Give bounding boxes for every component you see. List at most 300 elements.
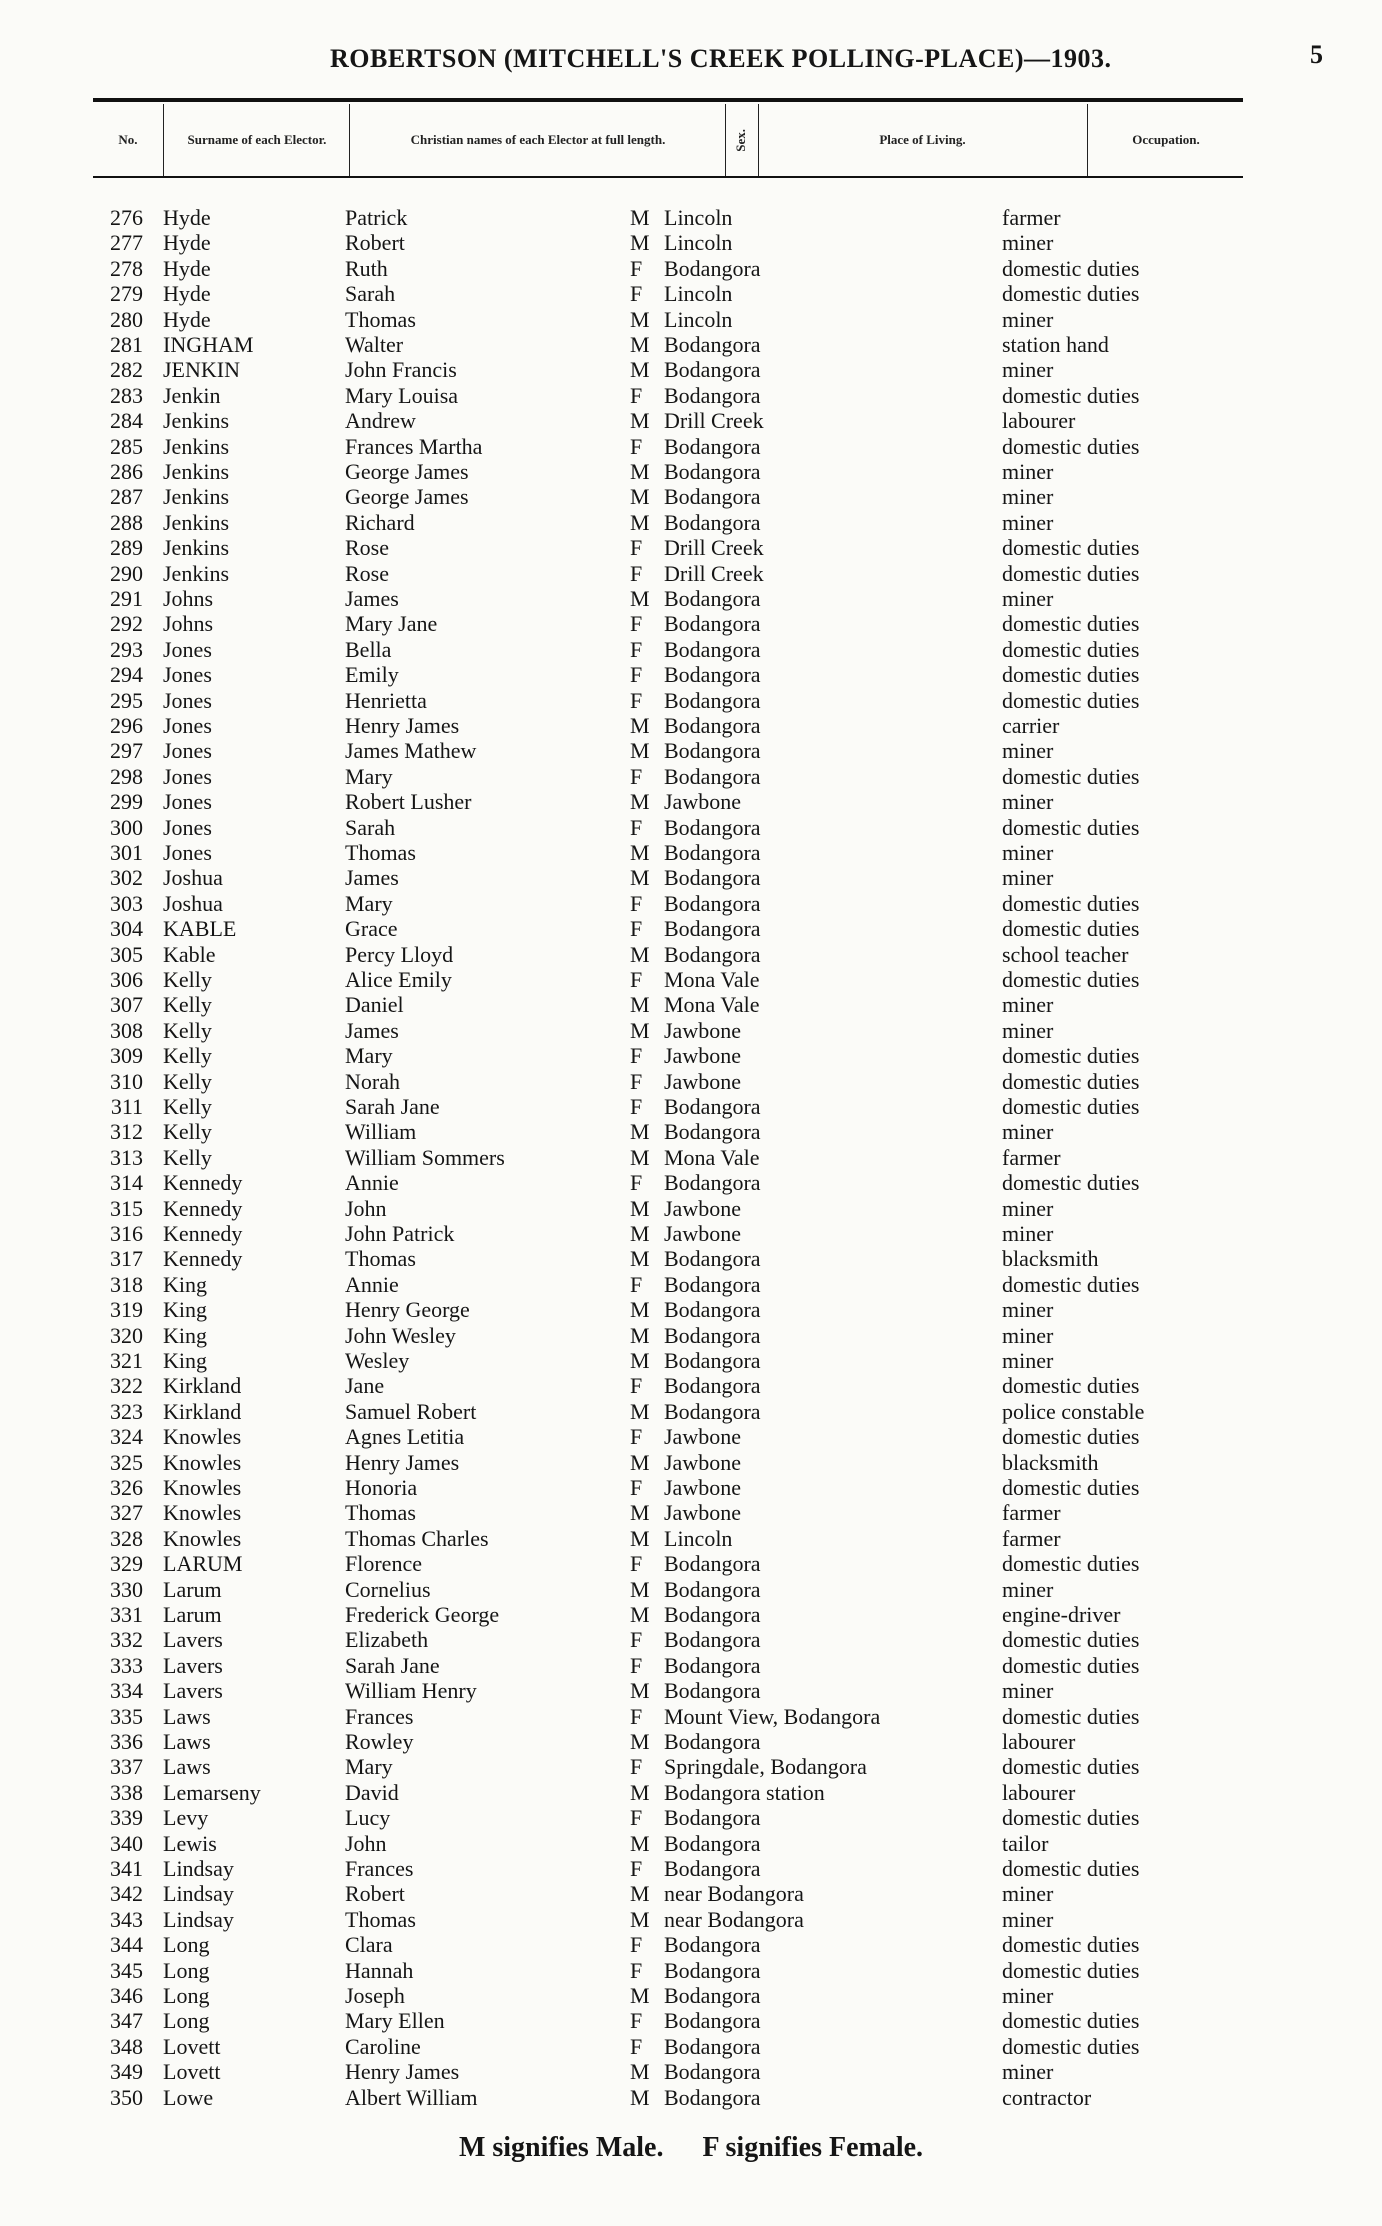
elector-number: 295 [110,687,143,713]
elector-christian-names: William Sommers [345,1144,505,1170]
table-row [0,1170,1382,1195]
table-row [0,1577,1382,1602]
elector-number: 278 [110,255,143,281]
elector-place: Bodangora [664,738,761,764]
elector-occupation: miner [1002,738,1054,764]
elector-number: 290 [110,560,143,586]
female-note: F signifies Female. [702,2132,924,2163]
table-row [0,1094,1382,1119]
table-row [0,1551,1382,1576]
elector-sex: F [630,1475,643,1500]
table-row [0,992,1382,1017]
elector-occupation: miner [1002,992,1054,1018]
table-row [0,2034,1382,2059]
elector-sex: M [630,1195,650,1221]
elector-occupation: domestic duties [1002,382,1140,408]
elector-occupation: blacksmith [1002,1246,1099,1272]
elector-sex: M [630,1779,650,1805]
elector-number: 329 [110,1551,143,1577]
elector-sex: M [630,789,650,815]
elector-number: 281 [110,332,143,357]
header-divider [758,104,759,176]
elector-sex: M [630,1144,650,1170]
header-occupation: Occupation. [1132,132,1200,147]
elector-occupation: miner [1002,1322,1054,1348]
table-row [0,1831,1382,1856]
elector-occupation: domestic duties [1002,1170,1140,1196]
elector-occupation: miner [1002,1906,1054,1932]
table-row [0,1373,1382,1398]
elector-number: 335 [110,1703,143,1729]
elector-sex: M [630,2059,650,2085]
elector-occupation: police constable [1002,1398,1145,1424]
elector-surname: Knowles [163,1424,242,1450]
elector-place: Bodangora station [664,1779,825,1805]
elector-number: 318 [110,1271,143,1297]
elector-christian-names: Daniel [345,992,404,1018]
elector-place: Mona Vale [664,1144,760,1170]
table-row [0,662,1382,687]
elector-christian-names: Frederick George [345,1602,500,1627]
table-row [0,535,1382,560]
elector-sex: M [630,865,650,891]
table-row [0,459,1382,484]
elector-christian-names: Henry George [345,1297,470,1323]
elector-occupation: domestic duties [1002,1271,1140,1297]
elector-place: Jawbone [664,1043,741,1069]
elector-christian-names: Robert [345,230,405,256]
elector-christian-names: Patrick [345,205,408,230]
elector-sex: F [630,611,643,637]
elector-sex: M [630,2084,650,2110]
table-row [0,307,1382,332]
elector-number: 283 [110,382,143,408]
elector-occupation: labourer [1002,1729,1076,1754]
elector-place: Bodangora [664,814,761,840]
page-title: ROBERTSON (MITCHELL'S CREEK POLLING-PLACE)—1903. [330,44,1112,73]
elector-surname: Lowe [163,2084,214,2110]
elector-christian-names: Alice Emily [345,967,452,992]
elector-christian-names: John [345,1830,387,1856]
table-row [0,1043,1382,1068]
elector-christian-names: Florence [345,1551,422,1577]
elector-place: Bodangora [664,1094,761,1119]
table-row [0,281,1382,306]
elector-number: 345 [110,1957,143,1983]
elector-sex: F [630,1043,643,1069]
elector-christian-names: Mary [345,1754,393,1780]
table-row [0,1983,1382,2008]
elector-sex: M [630,357,650,383]
elector-surname: Knowles [163,1449,242,1475]
elector-christian-names: Mary Ellen [345,2008,445,2034]
elector-sex: F [630,662,643,688]
elector-sex: M [630,408,650,434]
elector-occupation: domestic duties [1002,890,1140,916]
table-row [0,1678,1382,1703]
table-row [0,2059,1382,2084]
elector-surname: Johns [163,586,214,611]
elector-number: 305 [110,941,143,967]
table-row [0,611,1382,636]
elector-occupation: domestic duties [1002,763,1140,789]
elector-surname: Larum [163,1576,222,1602]
elector-sex: F [630,1424,643,1450]
header-surname: Surname of each Elector. [187,132,327,147]
elector-surname: Jenkins [163,484,229,510]
elector-place: Jawbone [664,789,741,815]
elector-sex: M [630,1322,650,1348]
elector-number: 292 [110,611,143,637]
elector-number: 310 [110,1068,143,1094]
elector-christian-names: Frances [345,1856,414,1881]
elector-surname: Long [163,1983,210,2008]
elector-occupation: domestic duties [1002,687,1140,713]
elector-christian-names: Bella [345,636,392,662]
elector-occupation: miner [1002,1297,1054,1323]
elector-christian-names: William Henry [345,1678,477,1704]
table-row [0,1907,1382,1932]
elector-surname: Kennedy [163,1246,243,1272]
elector-number: 300 [110,814,143,840]
elector-place: Lincoln [664,230,733,256]
elector-sex: F [630,1627,643,1653]
table-row [0,637,1382,662]
elector-number: 350 [110,2084,143,2110]
elector-place: Jawbone [664,1221,741,1246]
elector-occupation: domestic duties [1002,1754,1140,1780]
elector-christian-names: Thomas [345,840,416,865]
table-row [0,2085,1382,2110]
elector-christian-names: James Mathew [345,738,477,764]
elector-place: Bodangora [664,1957,761,1983]
elector-place: Bodangora [664,611,761,637]
elector-number: 331 [110,1602,143,1627]
elector-sex: F [630,1957,643,1983]
elector-occupation: domestic duties [1002,1043,1140,1069]
elector-occupation: domestic duties [1002,967,1140,992]
elector-place: Bodangora [664,687,761,713]
table-row [0,1272,1382,1297]
elector-place: Bodangora [664,1297,761,1323]
elector-sex: M [630,738,650,764]
elector-number: 279 [110,281,143,307]
elector-sex: F [630,1551,643,1577]
elector-surname: Larum [163,1602,222,1627]
elector-christian-names: Henry James [345,2059,460,2085]
elector-sex: F [630,2033,643,2059]
elector-place: Bodangora [664,255,761,281]
elector-occupation: domestic duties [1002,1094,1140,1119]
elector-surname: Kennedy [163,1221,243,1246]
elector-place: Bodangora [664,1170,761,1196]
elector-surname: Jones [163,814,212,840]
elector-surname: Kable [163,941,216,967]
table-row [0,1196,1382,1221]
header-bottom-rule [93,176,1243,178]
elector-place: Lincoln [664,205,733,230]
elector-number: 337 [110,1754,143,1780]
elector-surname: Levy [163,1805,209,1831]
elector-sex: M [630,1881,650,1907]
elector-occupation: school teacher [1002,941,1129,967]
elector-christian-names: Henrietta [345,687,427,713]
elector-christian-names: Sarah [345,814,396,840]
elector-number: 325 [110,1449,143,1475]
table-row [0,1653,1382,1678]
elector-number: 332 [110,1627,143,1653]
elector-number: 322 [110,1373,143,1399]
elector-occupation: miner [1002,484,1054,510]
elector-surname: Kirkland [163,1373,242,1399]
elector-surname: Joshua [163,865,223,891]
elector-christian-names: Wesley [345,1348,410,1373]
elector-surname: Lavers [163,1652,223,1678]
elector-sex: M [630,1017,650,1043]
elector-surname: Kelly [163,967,212,992]
elector-place: Bodangora [664,1246,761,1272]
elector-christian-names: Richard [345,509,415,535]
elector-number: 293 [110,636,143,662]
table-row [0,1958,1382,1983]
table-row [0,891,1382,916]
elector-surname: Kennedy [163,1195,243,1221]
elector-place: Bodangora [664,2059,761,2085]
elector-surname: Jenkins [163,459,229,484]
elector-occupation: domestic duties [1002,433,1140,459]
elector-occupation: miner [1002,1576,1054,1602]
elector-surname: Jenkins [163,509,229,535]
elector-occupation: domestic duties [1002,535,1140,561]
elector-place: Drill Creek [664,560,764,586]
elector-place: Bodangora [664,636,761,662]
table-row [0,1627,1382,1652]
elector-sex: F [630,1856,643,1881]
elector-place: Bodangora [664,1627,761,1653]
elector-number: 307 [110,992,143,1018]
elector-place: Bodangora [664,382,761,408]
elector-place: Bodangora [664,840,761,865]
elector-place: Drill Creek [664,535,764,561]
elector-christian-names: Rose [345,535,389,561]
elector-christian-names: Thomas [345,1906,416,1932]
elector-surname: Joshua [163,890,223,916]
elector-surname: Kelly [163,1068,212,1094]
header-christian-names: Christian names of each Elector at full length. [410,132,666,147]
male-note: M signifies Male. [458,2132,664,2163]
header-sex: Sex. [733,128,748,152]
elector-surname: King [163,1348,207,1373]
header-divider [163,104,164,176]
elector-place: Bodangora [664,433,761,459]
elector-surname: Kelly [163,1119,212,1145]
elector-sex: M [630,586,650,611]
elector-surname: Lemarseny [163,1779,261,1805]
elector-place: Jawbone [664,1500,741,1526]
elector-place: Bodangora [664,1729,761,1754]
elector-christian-names: James [345,1017,399,1043]
elector-christian-names: Annie [345,1271,399,1297]
elector-sex: F [630,255,643,281]
elector-number: 313 [110,1144,143,1170]
elector-sex: M [630,509,650,535]
elector-surname: Kennedy [163,1170,243,1196]
table-row [0,1500,1382,1525]
elector-surname: Jenkin [163,382,221,408]
elector-christian-names: Robert [345,1881,405,1907]
elector-occupation: miner [1002,789,1054,815]
elector-place: Bodangora [664,586,761,611]
table-row [0,815,1382,840]
elector-sex: F [630,967,643,992]
elector-surname: Jones [163,840,212,865]
elector-occupation: miner [1002,865,1054,891]
table-row [0,1221,1382,1246]
elector-christian-names: Frances Martha [345,433,483,459]
elector-surname: Knowles [163,1475,242,1500]
elector-sex: F [630,916,643,942]
elector-number: 339 [110,1805,143,1831]
elector-surname: Jenkins [163,408,229,434]
elector-number: 314 [110,1170,143,1196]
table-row [0,408,1382,433]
elector-place: Bodangora [664,1576,761,1602]
table-header [93,104,1243,176]
header-no: No. [118,132,138,147]
elector-number: 298 [110,763,143,789]
table-row [0,1780,1382,1805]
elector-surname: Jones [163,713,212,738]
elector-christian-names: Percy Lloyd [345,941,454,967]
elector-place: Bodangora [664,1551,761,1577]
table-row [0,383,1382,408]
elector-christian-names: Mary Jane [345,611,438,637]
elector-occupation: domestic duties [1002,1424,1140,1450]
elector-sex: M [630,992,650,1018]
elector-surname: Kelly [163,1017,212,1043]
table-row [0,2008,1382,2033]
elector-occupation: labourer [1002,408,1076,434]
elector-number: 319 [110,1297,143,1323]
table-row [0,916,1382,941]
table-row [0,1069,1382,1094]
elector-christian-names: Andrew [345,408,416,434]
elector-surname: Jones [163,789,212,815]
table-row [0,484,1382,509]
elector-surname: Kirkland [163,1398,242,1424]
elector-surname: Hyde [163,281,211,307]
elector-occupation: domestic duties [1002,1703,1140,1729]
elector-surname: Lindsay [163,1906,234,1932]
elector-christian-names: Joseph [345,1983,405,2008]
elector-sex: F [630,1652,643,1678]
elector-place: Bodangora [664,459,761,484]
table-row [0,789,1382,814]
elector-surname: Laws [163,1703,211,1729]
elector-occupation: domestic duties [1002,2033,1140,2059]
elector-surname: Kelly [163,992,212,1018]
elector-place: Bodangora [664,1652,761,1678]
table-row [0,586,1382,611]
elector-occupation: farmer [1002,205,1061,230]
elector-sex: M [630,1525,650,1551]
elector-number: 280 [110,306,143,332]
elector-occupation: miner [1002,1881,1054,1907]
elector-christian-names: Frances [345,1703,414,1729]
elector-christian-names: Albert William [345,2084,478,2110]
elector-place: Bodangora [664,2084,761,2110]
elector-surname: Knowles [163,1500,242,1526]
elector-occupation: miner [1002,306,1054,332]
elector-number: 346 [110,1983,143,2008]
header-top-rule [93,98,1243,102]
elector-surname: Jones [163,636,212,662]
elector-christian-names: George James [345,459,469,484]
elector-number: 287 [110,484,143,510]
elector-sex: F [630,763,643,789]
elector-occupation: miner [1002,1017,1054,1043]
elector-sex: M [630,1576,650,1602]
elector-place: Bodangora [664,1348,761,1373]
elector-christian-names: Clara [345,1932,393,1958]
elector-occupation: domestic duties [1002,255,1140,281]
elector-christian-names: Mary [345,763,393,789]
elector-number: 321 [110,1348,143,1373]
elector-christian-names: Lucy [345,1805,391,1831]
elector-surname: LARUM [163,1551,243,1577]
elector-number: 304 [110,916,143,942]
table-row [0,1018,1382,1043]
elector-surname: Lavers [163,1627,223,1653]
elector-number: 277 [110,230,143,256]
elector-christian-names: Emily [345,662,399,688]
elector-christian-names: Sarah Jane [345,1094,440,1119]
elector-occupation: domestic duties [1002,1627,1140,1653]
elector-number: 341 [110,1856,143,1881]
elector-occupation: domestic duties [1002,281,1140,307]
elector-sex: F [630,1094,643,1119]
table-row [0,1526,1382,1551]
table-row [0,1297,1382,1322]
elector-place: Bodangora [664,1678,761,1704]
table-row [0,510,1382,535]
elector-occupation: domestic duties [1002,814,1140,840]
elector-occupation: labourer [1002,1779,1076,1805]
elector-surname: Lewis [163,1830,217,1856]
elector-number: 284 [110,408,143,434]
elector-place: Jawbone [664,1449,741,1475]
elector-surname: Lavers [163,1678,223,1704]
elector-occupation: domestic duties [1002,1068,1140,1094]
elector-sex: F [630,1703,643,1729]
elector-place: Bodangora [664,357,761,383]
elector-surname: Jones [163,662,212,688]
elector-number: 296 [110,713,143,738]
elector-christian-names: Mary [345,890,393,916]
elector-surname: Jenkins [163,560,229,586]
table-row [0,1754,1382,1779]
elector-surname: Hyde [163,230,211,256]
elector-occupation: domestic duties [1002,611,1140,637]
elector-christian-names: George James [345,484,469,510]
elector-christian-names: James [345,865,399,891]
table-row [0,332,1382,357]
elector-sex: M [630,1500,650,1526]
elector-sex: M [630,1119,650,1145]
table-row [0,1602,1382,1627]
elector-surname: King [163,1322,207,1348]
elector-number: 333 [110,1652,143,1678]
